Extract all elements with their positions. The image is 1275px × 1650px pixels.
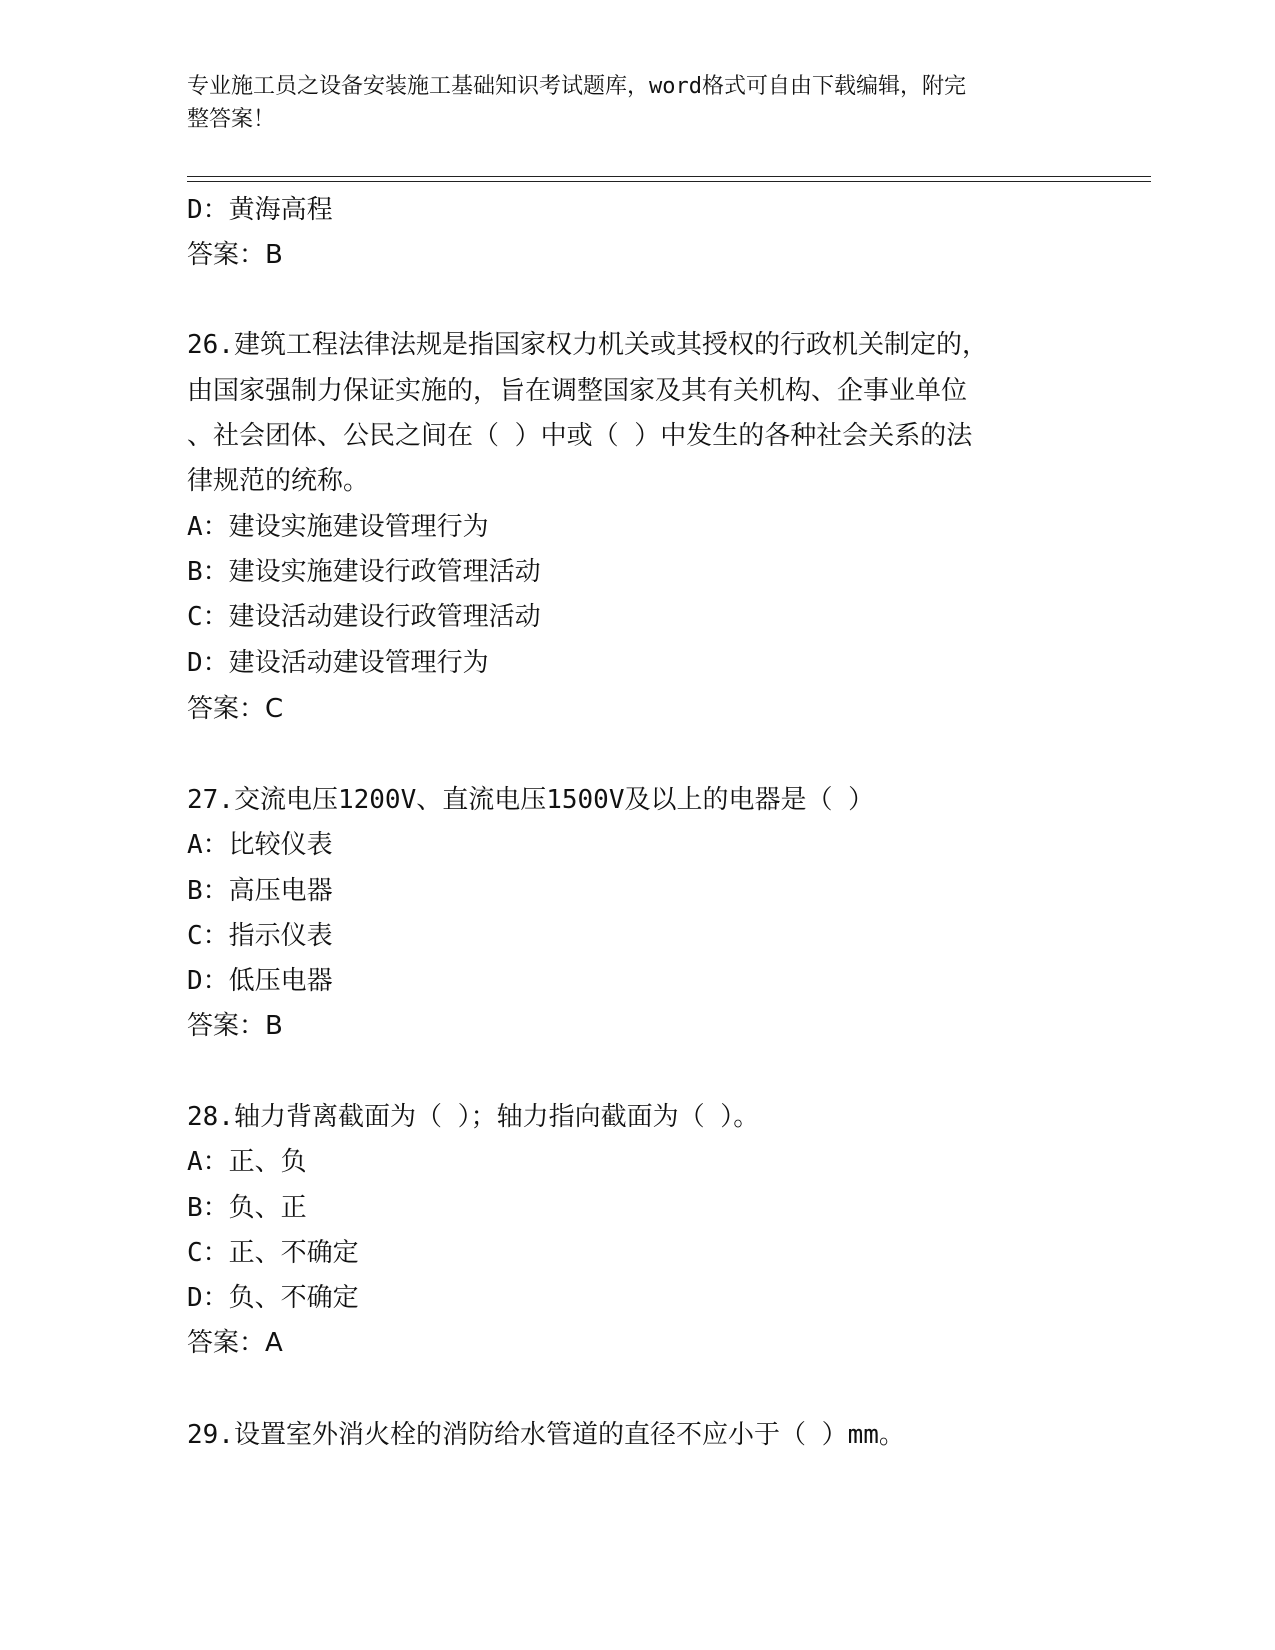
q28-option-a: A：正、负 — [187, 1147, 307, 1177]
header-title-line-2: 整答案！ — [187, 107, 276, 132]
q28-stem: 28.轴力背离截面为（ ）；轴力指向截面为（ ）。 — [187, 1102, 760, 1132]
q29-stem: 29.设置室外消火栓的消防给水管道的直径不应小于（ ）mm。 — [187, 1420, 905, 1450]
q26-option-d: D：建设活动建设管理行为 — [187, 648, 489, 678]
q26-stem-line-4: 律规范的统称。 — [187, 466, 370, 496]
q27-answer: 答案：B — [187, 1011, 283, 1041]
q26-option-c: C：建设活动建设行政管理活动 — [187, 602, 541, 632]
q26-answer: 答案：C — [187, 694, 284, 724]
q27-option-a: A：比较仪表 — [187, 830, 333, 860]
header-title-line-1: 专业施工员之设备安装施工基础知识考试题库，word格式可自由下载编辑，附完 — [187, 74, 966, 99]
q27-option-d: D：低压电器 — [187, 966, 333, 996]
document-header — [187, 70, 1067, 136]
q26-option-a: A：建设实施建设管理行为 — [187, 512, 489, 542]
q28-answer: 答案：A — [187, 1328, 283, 1358]
q28-option-d: D：负、不确定 — [187, 1283, 359, 1313]
q26-stem-line-2: 由国家强制力保证实施的，旨在调整国家及其有关机构、企事业单位 — [187, 376, 968, 406]
header-divider-top — [187, 176, 1151, 177]
q27-stem: 27.交流电压1200V、直流电压1500V及以上的电器是（ ） — [187, 785, 875, 815]
q28-option-c: C：正、不确定 — [187, 1238, 359, 1268]
q28-option-b: B：负、正 — [187, 1193, 307, 1223]
q26-stem-line-1: 26.建筑工程法律法规是指国家权力机关或其授权的行政机关制定的， — [187, 330, 988, 360]
header-divider-bottom — [187, 181, 1151, 182]
q26-option-b: B：建设实施建设行政管理活动 — [187, 557, 541, 587]
prev-answer: 答案：B — [187, 240, 283, 270]
q26-stem-line-3: 、社会团体、公民之间在（ ）中或（ ）中发生的各种社会关系的法 — [187, 421, 973, 451]
q27-option-b: B：高压电器 — [187, 876, 333, 906]
prev-option-d: D：黄海高程 — [187, 195, 333, 225]
q27-option-c: C：指示仪表 — [187, 921, 333, 951]
